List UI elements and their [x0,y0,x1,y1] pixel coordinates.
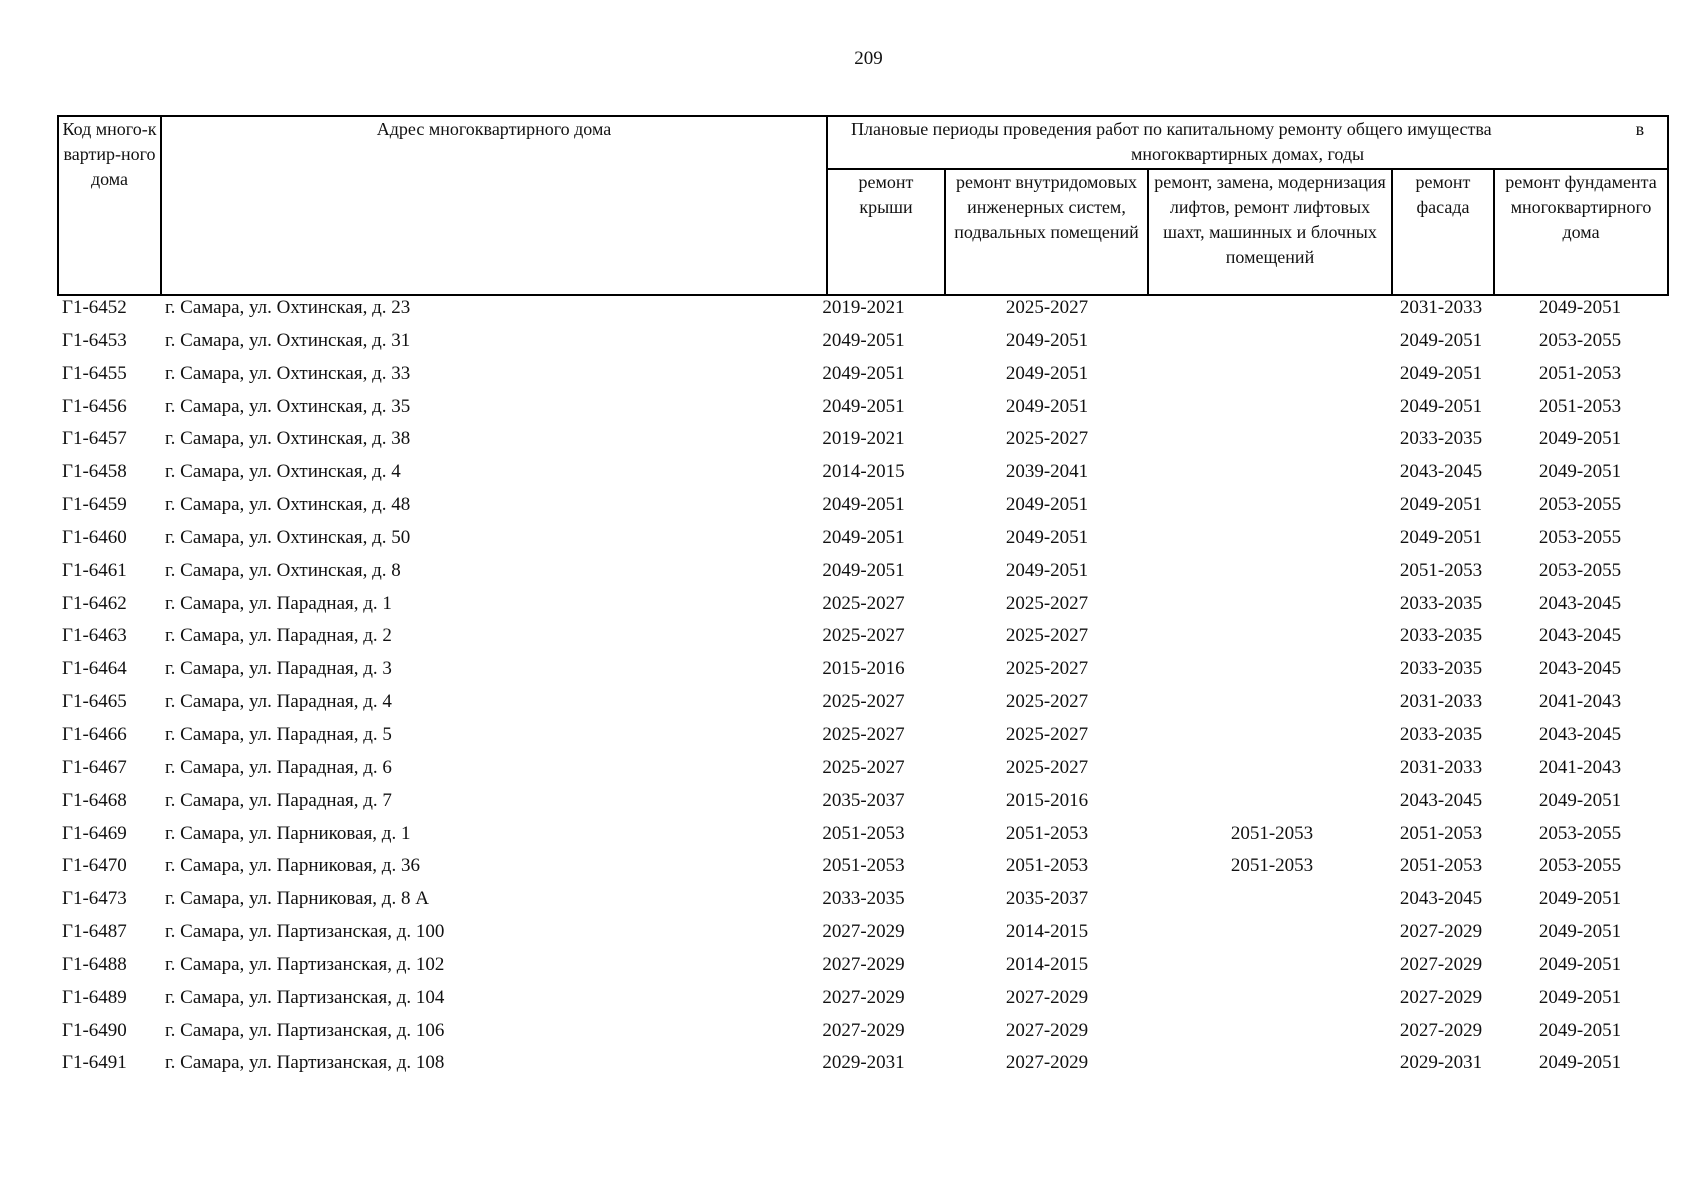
cell-facade: 2043-2045 [1399,789,1483,811]
cell-foundation: 2049-2051 [1538,1019,1622,1041]
cell-address: г. Самара, ул. Охтинская, д. 33 [165,362,411,384]
header-lifts: ремонт, замена, модернизация лифтов, ремонт лифтовых шахт, машинных и блочных помещений [1148,169,1392,295]
cell-foundation: 2053-2055 [1538,329,1622,351]
cell-facade: 2031-2033 [1399,691,1483,713]
cell-facade: 2049-2051 [1399,494,1483,516]
cell-systems: 2025-2027 [1005,297,1089,318]
cell-lifts: 2051-2053 [1230,822,1314,844]
table-header [57,115,1669,296]
cell-foundation: 2049-2051 [1538,789,1622,811]
table-row [57,820,1667,853]
cell-systems: 2049-2051 [1005,559,1089,581]
header-periods [827,116,1668,169]
header-periods-title: Плановые периоды проведения работ по капитальному ремонту общего имущества [851,119,1492,139]
cell-facade: 2027-2029 [1399,986,1483,1008]
cell-facade: 2049-2051 [1399,526,1483,548]
cell-address: г. Самара, ул. Парадная, д. 2 [165,625,392,647]
cell-code: Г1-6467 [62,756,127,778]
cell-foundation: 2051-2053 [1538,395,1622,417]
cell-address: г. Самара, ул. Охтинская, д. 50 [165,526,411,548]
cell-code: Г1-6461 [62,559,127,581]
cell-systems: 2049-2051 [1005,329,1089,351]
table-row [57,984,1667,1017]
cell-foundation: 2051-2053 [1538,362,1622,384]
header-code: Код много-квартир-ного дома [58,116,161,295]
cell-facade: 2027-2029 [1399,921,1483,943]
cell-facade: 2033-2035 [1399,658,1483,680]
header-address: Адрес многоквартирного дома [161,116,827,295]
cell-code: Г1-6466 [62,723,127,745]
cell-foundation: 2049-2051 [1538,1052,1622,1074]
cell-systems: 2049-2051 [1005,362,1089,384]
header-periods-title-tail: в [1635,119,1645,139]
cell-facade: 2029-2031 [1399,1052,1483,1074]
cell-address: г. Самара, ул. Партизанская, д. 104 [165,986,445,1008]
cell-roof: 2027-2029 [822,986,905,1008]
cell-roof: 2025-2027 [822,625,905,647]
cell-address: г. Самара, ул. Охтинская, д. 35 [165,395,411,417]
cell-address: г. Самара, ул. Партизанская, д. 108 [165,1052,445,1074]
cell-address: г. Самара, ул. Парадная, д. 5 [165,723,392,745]
cell-address: г. Самара, ул. Партизанская, д. 106 [165,1019,445,1041]
table-row [57,360,1667,393]
cell-facade: 2033-2035 [1399,625,1483,647]
cell-code: Г1-6491 [62,1052,127,1074]
cell-roof: 2027-2029 [822,953,905,975]
cell-code: Г1-6455 [62,362,127,384]
cell-roof: 2035-2037 [822,789,905,811]
table-row [57,787,1667,820]
cell-facade: 2043-2045 [1399,888,1483,910]
cell-systems: 2051-2053 [1005,822,1089,844]
cell-foundation: 2049-2051 [1538,888,1622,910]
cell-foundation: 2049-2051 [1538,428,1622,450]
table-row [57,524,1667,557]
cell-code: Г1-6489 [62,986,127,1008]
cell-address: г. Самара, ул. Охтинская, д. 4 [165,461,401,483]
cell-roof: 2029-2031 [822,1052,905,1074]
cell-roof: 2049-2051 [822,395,905,417]
table-row [57,557,1667,590]
cell-foundation: 2049-2051 [1538,953,1622,975]
table-row [57,327,1667,360]
cell-code: Г1-6460 [62,526,127,548]
header-foundation: ремонт фундамента многоквартирного дома [1494,169,1668,295]
table-row [57,458,1667,491]
cell-facade: 2033-2035 [1399,592,1483,614]
header-systems: ремонт внутридомовых инженерных систем, подвальных помещений [945,169,1148,295]
header-facade: ремонт фасада [1392,169,1494,295]
cell-roof: 2027-2029 [822,921,905,943]
cell-facade: 2051-2053 [1399,559,1483,581]
cell-systems: 2025-2027 [1005,625,1089,647]
cell-code: Г1-6463 [62,625,127,647]
cell-foundation: 2053-2055 [1538,822,1622,844]
cell-lifts: 2051-2053 [1230,855,1314,877]
cell-address: г. Самара, ул. Парадная, д. 6 [165,756,392,778]
cell-code: Г1-6453 [62,329,127,351]
cell-code: Г1-6470 [62,855,127,877]
cell-code: Г1-6468 [62,789,127,811]
cell-foundation: 2053-2055 [1538,559,1622,581]
cell-facade: 2027-2029 [1399,1019,1483,1041]
cell-facade: 2033-2035 [1399,428,1483,450]
cell-systems: 2025-2027 [1005,592,1089,614]
table-row [57,294,1667,327]
table-row [57,688,1667,721]
cell-systems: 2049-2051 [1005,494,1089,516]
cell-roof: 2049-2051 [822,526,905,548]
cell-systems: 2025-2027 [1005,428,1089,450]
cell-facade: 2033-2035 [1399,723,1483,745]
cell-code: Г1-6487 [62,921,127,943]
cell-roof: 2025-2027 [822,756,905,778]
cell-address: г. Самара, ул. Партизанская, д. 100 [165,921,445,943]
cell-roof: 2051-2053 [822,855,905,877]
cell-address: г. Самара, ул. Партизанская, д. 102 [165,953,445,975]
cell-facade: 2049-2051 [1399,362,1483,384]
cell-foundation: 2053-2055 [1538,526,1622,548]
cell-systems: 2015-2016 [1005,789,1089,811]
table-row [57,754,1667,787]
cell-systems: 2014-2015 [1005,921,1089,943]
cell-address: г. Самара, ул. Парадная, д. 1 [165,592,392,614]
cell-facade: 2027-2029 [1399,953,1483,975]
header-periods-title-line2: многоквартирных домах, годы [1130,144,1365,164]
table-row [57,622,1667,655]
cell-foundation: 2043-2045 [1538,592,1622,614]
cell-systems: 2049-2051 [1005,395,1089,417]
cell-code: Г1-6488 [62,953,127,975]
table-row [57,425,1667,458]
cell-systems: 2027-2029 [1005,986,1089,1008]
table-row [57,1049,1667,1082]
cell-roof: 2019-2021 [822,428,905,450]
cell-roof: 2027-2029 [822,1019,905,1041]
cell-code: Г1-6473 [62,888,127,910]
table-row [57,655,1667,688]
cell-systems: 2039-2041 [1005,461,1089,483]
cell-address: г. Самара, ул. Парниковая, д. 36 [165,855,420,877]
cell-address: г. Самара, ул. Парниковая, д. 8 А [165,888,429,910]
cell-systems: 2025-2027 [1005,691,1089,713]
cell-roof: 2049-2051 [822,494,905,516]
table-row [57,852,1667,885]
cell-facade: 2031-2033 [1399,756,1483,778]
cell-systems: 2027-2029 [1005,1019,1089,1041]
table-row [57,590,1667,623]
cell-foundation: 2043-2045 [1538,723,1622,745]
table-row [57,1017,1667,1050]
cell-code: Г1-6458 [62,461,127,483]
cell-systems: 2027-2029 [1005,1052,1089,1074]
table-row [57,721,1667,754]
cell-roof: 2014-2015 [822,461,905,483]
page-number: 209 [854,48,883,69]
cell-roof: 2033-2035 [822,888,905,910]
cell-code: Г1-6462 [62,592,127,614]
cell-address: г. Самара, ул. Охтинская, д. 23 [165,297,411,318]
cell-foundation: 2043-2045 [1538,625,1622,647]
cell-foundation: 2049-2051 [1538,986,1622,1008]
cell-systems: 2014-2015 [1005,953,1089,975]
cell-address: г. Самара, ул. Парниковая, д. 1 [165,822,411,844]
cell-address: г. Самара, ул. Парадная, д. 4 [165,691,392,713]
table-row [57,885,1667,918]
table-row [57,918,1667,951]
cell-foundation: 2041-2043 [1538,756,1622,778]
header-roof: ремонт крыши [827,169,945,295]
cell-systems: 2051-2053 [1005,855,1089,877]
cell-foundation: 2049-2051 [1538,461,1622,483]
cell-roof: 2049-2051 [822,329,905,351]
cell-systems: 2035-2037 [1005,888,1089,910]
cell-foundation: 2049-2051 [1538,297,1622,318]
cell-facade: 2051-2053 [1399,822,1483,844]
cell-address: г. Самара, ул. Парадная, д. 3 [165,658,392,680]
cell-facade: 2049-2051 [1399,329,1483,351]
cell-roof: 2051-2053 [822,822,905,844]
cell-roof: 2025-2027 [822,723,905,745]
table-body [57,294,1667,1082]
cell-code: Г1-6465 [62,691,127,713]
cell-code: Г1-6469 [62,822,127,844]
cell-systems: 2025-2027 [1005,723,1089,745]
cell-code: Г1-6459 [62,494,127,516]
cell-address: г. Самара, ул. Парадная, д. 7 [165,789,392,811]
cell-code: Г1-6456 [62,395,127,417]
cell-foundation: 2053-2055 [1538,855,1622,877]
cell-roof: 2015-2016 [822,658,905,680]
cell-address: г. Самара, ул. Охтинская, д. 38 [165,428,411,450]
table-row [57,951,1667,984]
cell-address: г. Самара, ул. Охтинская, д. 48 [165,494,411,516]
cell-foundation: 2053-2055 [1538,494,1622,516]
cell-facade: 2049-2051 [1399,395,1483,417]
cell-code: Г1-6490 [62,1019,127,1041]
cell-facade: 2043-2045 [1399,461,1483,483]
cell-address: г. Самара, ул. Охтинская, д. 8 [165,559,401,581]
cell-roof: 2025-2027 [822,592,905,614]
cell-code: Г1-6452 [62,297,127,318]
cell-facade: 2051-2053 [1399,855,1483,877]
cell-facade: 2031-2033 [1399,297,1483,318]
cell-code: Г1-6457 [62,428,127,450]
cell-roof: 2025-2027 [822,691,905,713]
cell-systems: 2025-2027 [1005,658,1089,680]
cell-foundation: 2049-2051 [1538,921,1622,943]
cell-roof: 2049-2051 [822,362,905,384]
cell-roof: 2019-2021 [822,297,905,318]
cell-systems: 2049-2051 [1005,526,1089,548]
cell-roof: 2049-2051 [822,559,905,581]
table-row [57,491,1667,524]
cell-foundation: 2043-2045 [1538,658,1622,680]
cell-systems: 2025-2027 [1005,756,1089,778]
cell-code: Г1-6464 [62,658,127,680]
cell-address: г. Самара, ул. Охтинская, д. 31 [165,329,411,351]
cell-foundation: 2041-2043 [1538,691,1622,713]
table-row [57,393,1667,426]
